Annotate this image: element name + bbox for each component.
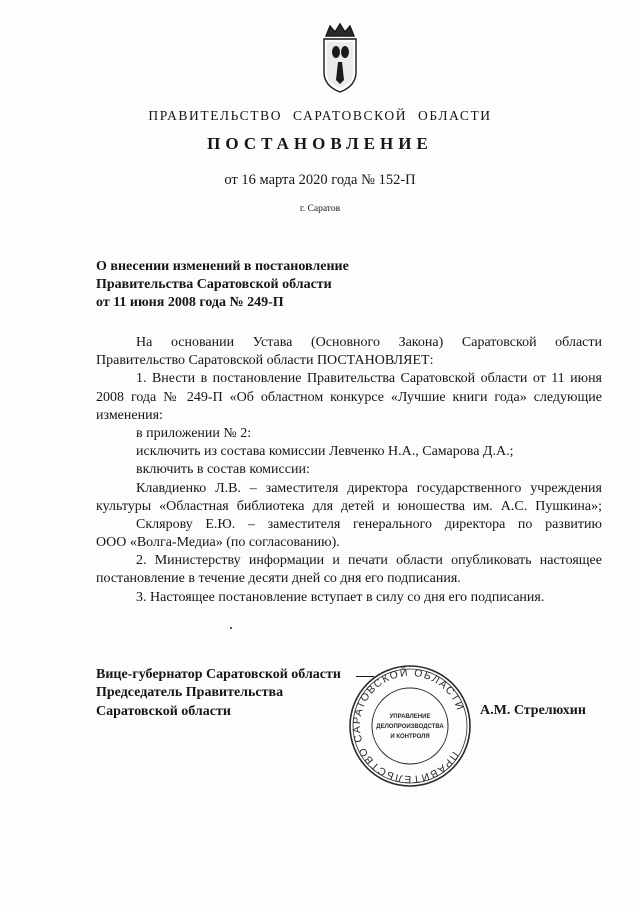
preamble-line: На основании Устава (Основного Закона) Саратовской области xyxy=(136,335,602,350)
member-1-line: Клавдиенко Л.В. – заместителя директора государственного учреждения xyxy=(136,480,602,496)
item-2-line: 2. Министерству информации и печати области опубликовать настоящее xyxy=(136,553,602,569)
stamp-outer-text: ПРАВИТЕЛЬСТВО САРАТОВСКОЙ ОБЛАСТИ xyxy=(350,666,467,786)
item-2-line: постановление в течение десяти дней со дня его подписания. xyxy=(96,571,461,587)
item-1-line: изменения: xyxy=(96,407,163,423)
subject-line: от 11 июня 2008 года № 249-П xyxy=(96,295,284,310)
signatory-position-line: Председатель Правительства xyxy=(96,685,284,701)
stamp-inner-line: И КОНТРОЛЯ xyxy=(390,734,430,740)
document-city: г. Саратов xyxy=(299,204,341,214)
document-date-number: от 16 марта 2020 года № 152-П xyxy=(224,172,416,188)
document-kind: ПОСТАНОВЛЕНИЕ xyxy=(207,134,433,153)
subject-line: О внесении изменений в постановление xyxy=(96,259,349,274)
item-1-line: 1. Внести в постановление Правительства Саратовской области от 11 июня xyxy=(136,371,602,387)
item-3-line: 3. Настоящее постановление вступает в силу со дня его подписания. xyxy=(136,589,545,605)
subject-line: Правительства Саратовской области xyxy=(96,277,332,292)
government-title: ПРАВИТЕЛЬСТВО САРАТОВСКОЙ ОБЛАСТИ xyxy=(148,108,492,123)
appendix-line: в приложении № 2: xyxy=(136,425,252,441)
member-2-line: Склярову Е.Ю. – заместителя генерального директора по развитию xyxy=(136,516,602,532)
scan-speck xyxy=(230,627,232,629)
member-2-line: ООО «Волга-Медиа» (по согласованию). xyxy=(96,535,340,551)
signatory-position-line: Саратовской области xyxy=(96,703,231,719)
signatory-position-line: Вице-губернатор Саратовской области xyxy=(96,667,341,682)
saratov-coat-of-arms-icon xyxy=(318,22,362,94)
include-line: включить в состав комиссии: xyxy=(136,462,310,478)
stamp-inner-line: ДЕЛОПРОИЗВОДСТВА xyxy=(376,724,444,730)
exclude-line: исключить из состава комиссии Левченко Н.А., Самарова Д.А.; xyxy=(136,444,514,460)
item-1-line: 2008 года № 249-П «Об областном конкурсе «Лучшие книги года» следующие xyxy=(96,389,602,405)
signatory-name: А.М. Стрелюхин xyxy=(480,703,586,718)
document-body xyxy=(96,334,602,607)
document-subject xyxy=(96,258,416,312)
preamble-line: Правительство Саратовской области ПОСТАНОВЛЯЕТ: xyxy=(96,353,434,369)
member-1-line: культуры «Областная библиотека для детей и юношества им. А.С. Пушкина»; xyxy=(96,498,602,514)
official-stamp xyxy=(346,662,474,790)
stamp-inner-line: УПРАВЛЕНИЕ xyxy=(389,714,431,720)
